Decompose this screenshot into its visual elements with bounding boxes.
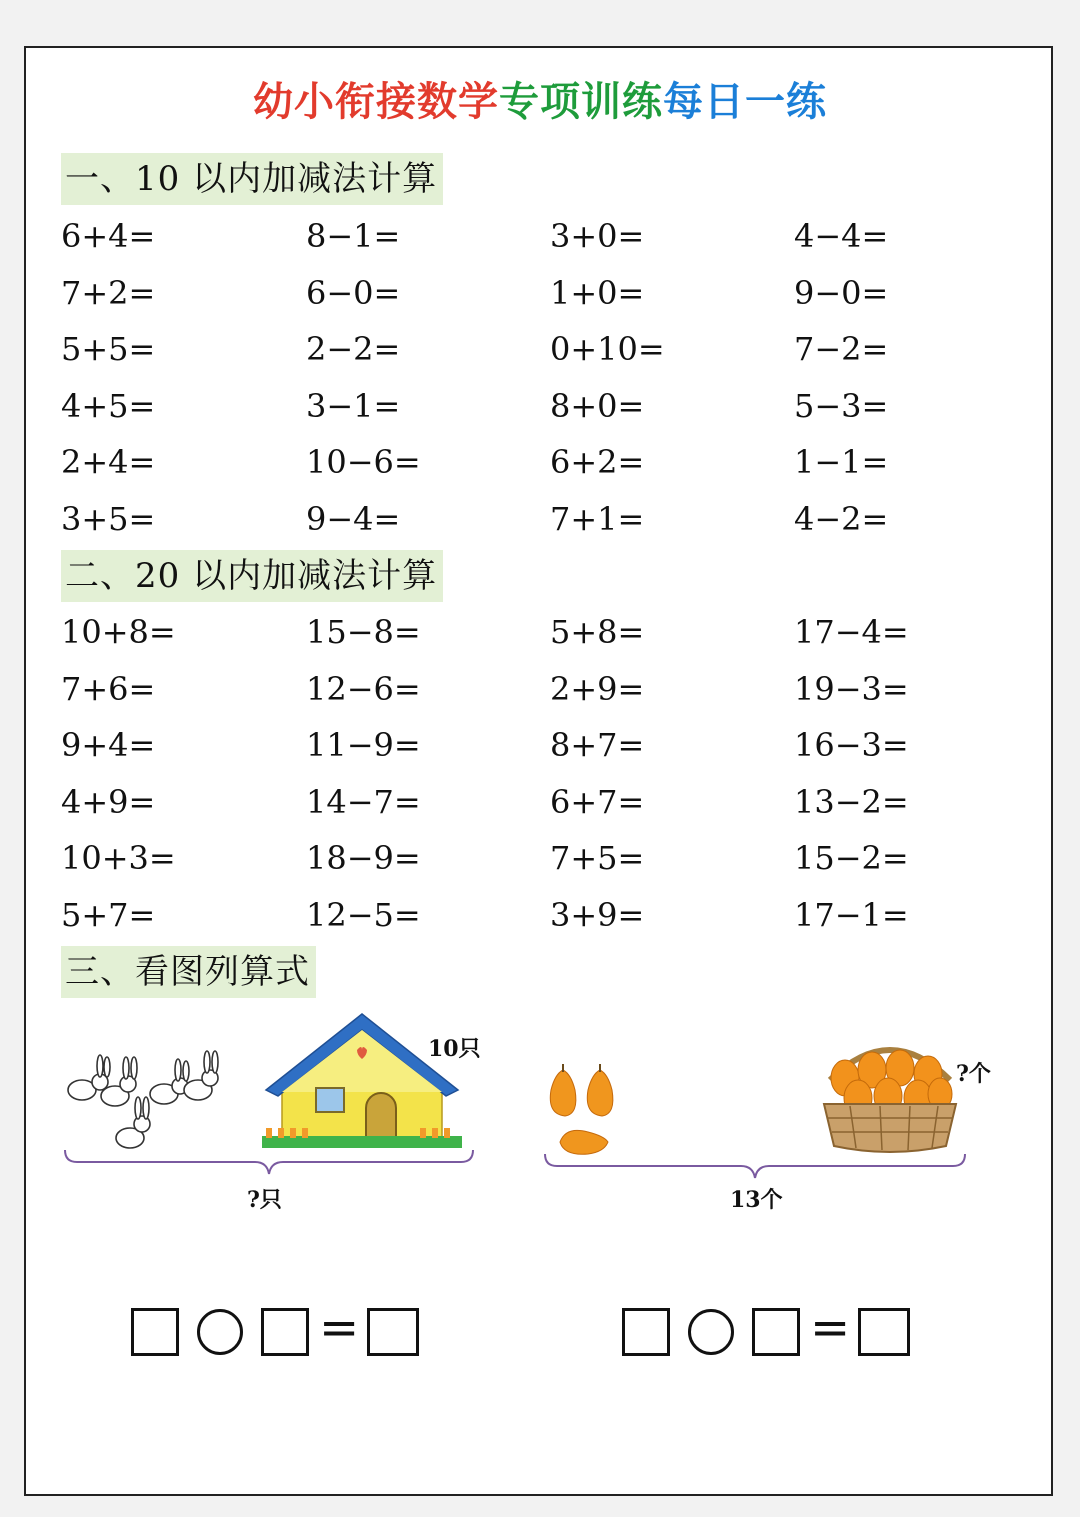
problem: 5−3= bbox=[794, 386, 889, 425]
problem: 7−2= bbox=[794, 330, 889, 369]
equals-sign: = bbox=[810, 1300, 851, 1356]
problem: 17−1= bbox=[794, 895, 909, 934]
problem: 5+8= bbox=[550, 613, 645, 651]
problem: 3+0= bbox=[550, 217, 645, 255]
problem: 10+8= bbox=[61, 613, 176, 651]
problem: 15−2= bbox=[794, 839, 909, 878]
pear-icon bbox=[587, 1064, 613, 1116]
equals-sign: = bbox=[319, 1300, 360, 1356]
problem: 8+0= bbox=[550, 386, 645, 425]
answer-box[interactable] bbox=[622, 1308, 670, 1356]
section-2-heading: 二、20 以内加减法计算 bbox=[61, 550, 443, 602]
problem: 12−6= bbox=[306, 669, 421, 708]
pears-basket-picture bbox=[540, 1020, 980, 1180]
problem: 6+4= bbox=[61, 217, 156, 255]
problem: 7+6= bbox=[61, 669, 156, 708]
title-part-2: 专项训练 bbox=[499, 79, 663, 125]
problem: 12−5= bbox=[306, 895, 421, 934]
problem: 9−4= bbox=[306, 499, 401, 538]
left-equation-template bbox=[131, 1300, 421, 1358]
problem: 13−2= bbox=[794, 782, 909, 821]
right-total-label: 13个 bbox=[730, 1187, 783, 1213]
problem: 7+5= bbox=[550, 839, 645, 878]
problem: 8−1= bbox=[306, 217, 401, 255]
section-1-heading: 一、10 以内加减法计算 bbox=[61, 153, 443, 205]
basket-icon bbox=[824, 1050, 956, 1152]
page-title bbox=[0, 70, 1080, 127]
problem: 3+5= bbox=[61, 499, 156, 538]
problem: 11−9= bbox=[306, 726, 421, 765]
problem: 10+3= bbox=[61, 839, 176, 878]
title-part-3: 每日一练 bbox=[663, 79, 827, 125]
problem: 2+4= bbox=[61, 443, 156, 482]
problem: 2−2= bbox=[306, 330, 401, 369]
problem: 4+5= bbox=[61, 386, 156, 425]
problem: 6−0= bbox=[306, 273, 401, 312]
problem: 18−9= bbox=[306, 839, 421, 878]
problem: 7+2= bbox=[61, 273, 156, 312]
pear-icon bbox=[550, 1064, 576, 1116]
problem: 6+2= bbox=[550, 443, 645, 482]
right-brace bbox=[545, 1154, 965, 1178]
basket-count-label: ?个 bbox=[956, 1061, 991, 1087]
problem: 5+5= bbox=[61, 330, 156, 369]
problem: 8+7= bbox=[550, 726, 645, 765]
left-total-label: ?只 bbox=[247, 1187, 282, 1213]
answer-box[interactable] bbox=[752, 1308, 800, 1356]
problem: 3+9= bbox=[550, 895, 645, 934]
right-equation-template bbox=[622, 1300, 912, 1358]
problem: 7+1= bbox=[550, 499, 645, 538]
problem: 19−3= bbox=[794, 669, 909, 708]
title-part-1: 幼小衔接数学 bbox=[253, 79, 499, 125]
left-brace bbox=[65, 1150, 473, 1174]
problem: 3−1= bbox=[306, 386, 401, 425]
problem: 1−1= bbox=[794, 443, 889, 482]
rabbits-house-picture bbox=[60, 1010, 480, 1180]
answer-box[interactable] bbox=[131, 1308, 179, 1356]
problem: 0+10= bbox=[550, 330, 665, 369]
operator-circle[interactable] bbox=[688, 1309, 734, 1355]
problem: 4−2= bbox=[794, 499, 889, 538]
problem: 14−7= bbox=[306, 782, 421, 821]
problem: 2+9= bbox=[550, 669, 645, 708]
answer-box[interactable] bbox=[858, 1308, 910, 1356]
answer-box[interactable] bbox=[261, 1308, 309, 1356]
problem: 9+4= bbox=[61, 726, 156, 765]
problem: 16−3= bbox=[794, 726, 909, 765]
problem: 4−4= bbox=[794, 217, 889, 255]
problem: 10−6= bbox=[306, 443, 421, 482]
answer-box[interactable] bbox=[367, 1308, 419, 1356]
problem: 6+7= bbox=[550, 782, 645, 821]
problem: 1+0= bbox=[550, 273, 645, 312]
problem: 9−0= bbox=[794, 273, 889, 312]
problem: 17−4= bbox=[794, 613, 909, 651]
problem: 4+9= bbox=[61, 782, 156, 821]
section-3-heading: 三、看图列算式 bbox=[61, 946, 316, 998]
rabbit-icon bbox=[150, 1059, 189, 1104]
problem: 15−8= bbox=[306, 613, 421, 651]
pear-icon bbox=[560, 1130, 608, 1154]
operator-circle[interactable] bbox=[197, 1309, 243, 1355]
problem: 5+7= bbox=[61, 895, 156, 934]
house-count-label: 10只 bbox=[428, 1036, 481, 1062]
